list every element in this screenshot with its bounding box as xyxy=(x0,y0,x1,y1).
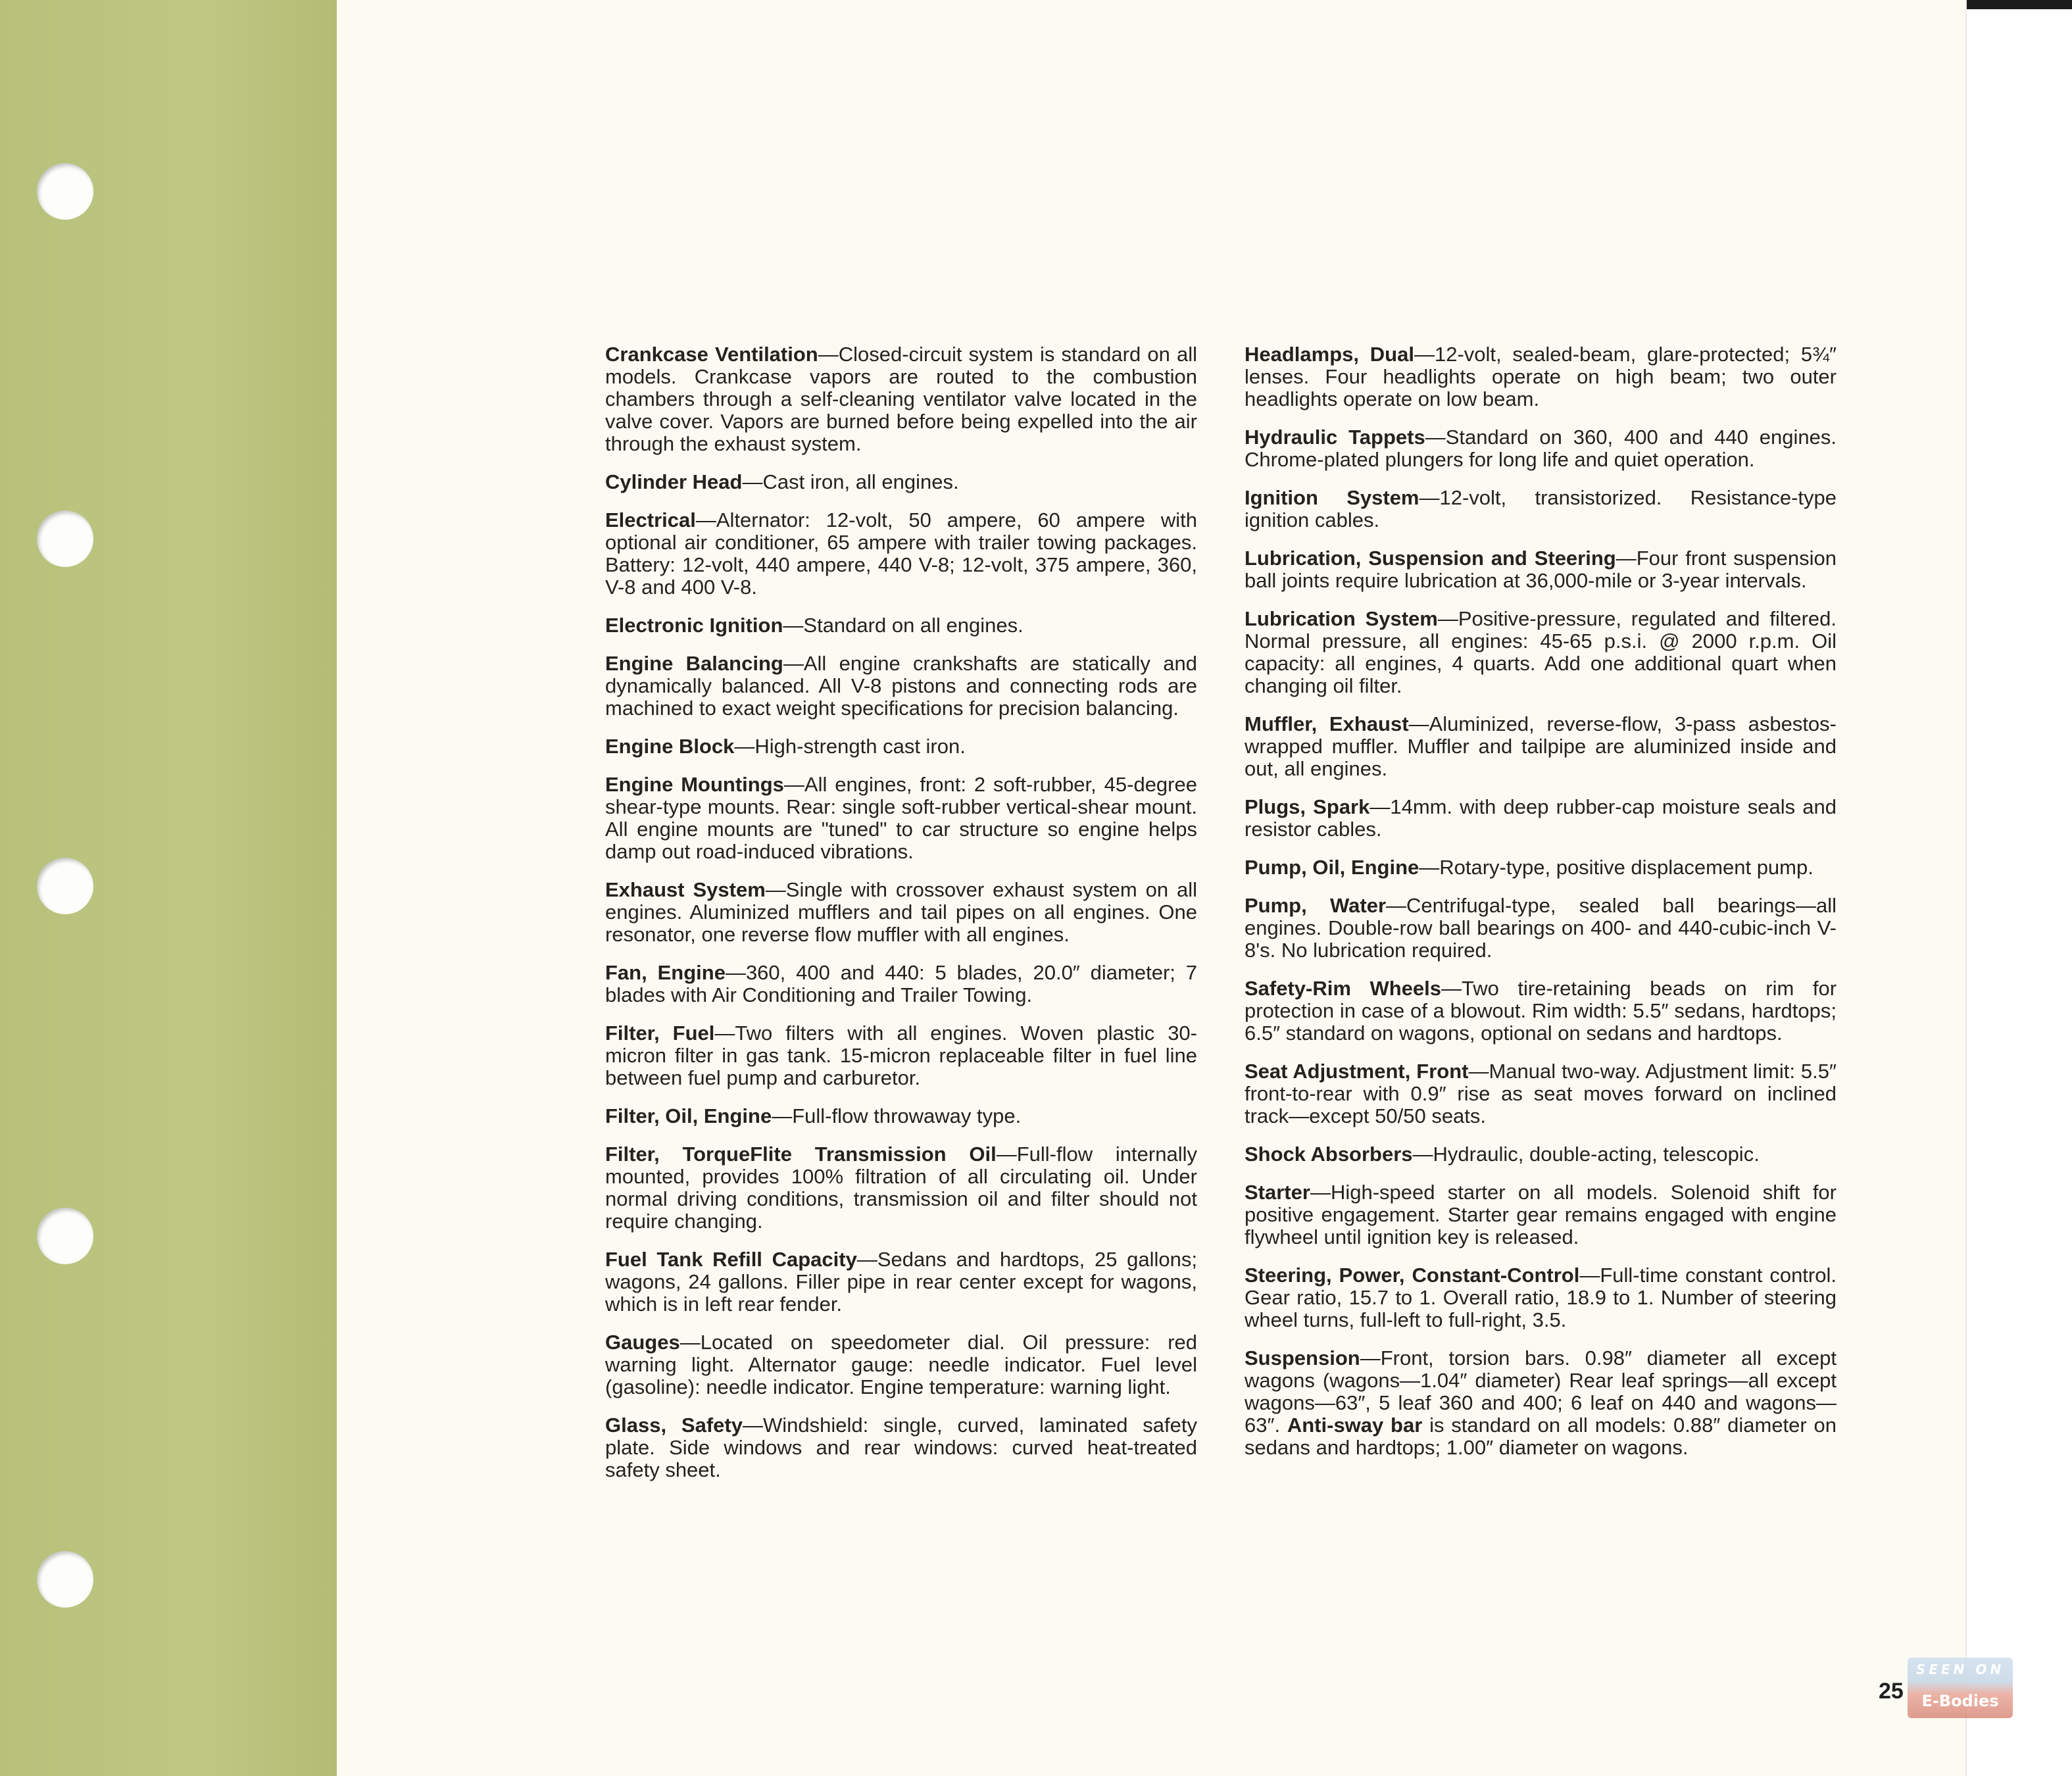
spec-entry xyxy=(605,1022,1197,1089)
spec-term: Lubrication, Suspension and Steering xyxy=(1245,547,1616,570)
spec-term: Steering, Power, Constant-Control xyxy=(1245,1264,1580,1287)
spec-term: Shock Absorbers xyxy=(1245,1143,1413,1166)
spec-entry xyxy=(1245,977,1837,1045)
spec-entry xyxy=(1245,608,1837,697)
spec-description: —Four front suspension ball joints require lubrication at 36,000-mile or 3-year intervals. xyxy=(1245,547,1837,592)
spec-entry xyxy=(1245,713,1837,780)
spec-description: —All engine crankshafts are statically and dynamically balanced. All V-8 pistons and connecting rods are machined to exact weight specifications for precision balancing. xyxy=(605,652,1197,720)
spec-description: —Located on speedometer dial. Oil pressure: red warning light. Alternator gauge: needle indicator. Fuel level (gasoline): needle indicator. Engine temperature: warning light. xyxy=(605,1331,1197,1398)
spec-description: —Two tire-retaining beads on rim for protection in case of a blowout. Rim width: 5.5″ sedans, hardtops; 6.5″ standard on wagons, optional on sedans and hardtops. xyxy=(1245,977,1837,1045)
spec-term: Anti-sway bar xyxy=(1287,1414,1423,1437)
spec-description: —12-volt, transistorized. Resistance-type ignition cables. xyxy=(1245,486,1837,531)
spec-description: —Rotary-type, positive displacement pump. xyxy=(1419,856,1813,879)
spec-term: Suspension xyxy=(1245,1346,1360,1369)
spec-term: Gauges xyxy=(605,1331,680,1354)
spec-entry xyxy=(605,774,1197,863)
spec-entry xyxy=(605,1105,1197,1127)
spec-entry xyxy=(1245,1181,1837,1248)
spec-entry xyxy=(605,1248,1197,1316)
spec-term: Glass, Safety xyxy=(605,1414,743,1437)
spec-entry xyxy=(1245,1347,1837,1459)
spec-term: Filter, TorqueFlite Transmission Oil xyxy=(605,1143,997,1166)
spec-description: —Cast iron, all engines. xyxy=(742,470,959,493)
spec-term: Crankcase Ventilation xyxy=(605,343,818,366)
binding-strip xyxy=(0,0,337,1776)
spec-entry xyxy=(605,1414,1197,1481)
spec-entry xyxy=(605,509,1197,599)
spec-description: —Closed-circuit system is standard on all models. Crankcase vapors are routed to the combustion chambers through a self-cleaning ventilator valve located in the valve cover. Vapors are burned before being expelled into the air through the exhaust system. xyxy=(605,343,1197,455)
spec-term: Plugs, Spark xyxy=(1245,795,1370,818)
spec-description: —Positive-pressure, regulated and filtered. Normal pressure, all engines: 45-65 p.s.i. @ 2000 r.p.m. Oil capacity: all engines, 4 quarts. Add one additional quart when changing oil filter. xyxy=(1245,607,1837,697)
spec-description: —Two filters with all engines. Woven plastic 30-micron filter in gas tank. 15-micron replaceable filter in fuel line between fuel pump and carburetor. xyxy=(605,1022,1197,1089)
spec-entry xyxy=(1245,796,1837,841)
spec-description: —Windshield: single, curved, laminated safety plate. Side windows and rear windows: curved heat-treated safety sheet. xyxy=(605,1414,1198,1481)
spec-term: Pump, Water xyxy=(1245,894,1387,917)
spec-description: —360, 400 and 440: 5 blades, 20.0″ diameter; 7 blades with Air Conditioning and Trailer Towing. xyxy=(605,961,1197,1006)
spec-entry xyxy=(1245,487,1837,531)
spec-description: —Hydraulic, double-acting, telescopic. xyxy=(1412,1143,1760,1166)
spec-entry xyxy=(1245,1060,1837,1127)
spec-entry xyxy=(605,1143,1197,1233)
spec-term: Safety-Rim Wheels xyxy=(1245,977,1442,1000)
punch-hole xyxy=(37,510,93,567)
punch-hole xyxy=(37,858,93,914)
spec-entry xyxy=(1245,1264,1837,1331)
spec-entry xyxy=(1245,895,1837,962)
spec-description: —Centrifugal-type, sealed ball bearings—all engines. Double-row ball bearings on 400- and 440-cubic-inch V-8's. No lubrication required. xyxy=(1245,894,1837,962)
seen-on-e-bodies-logo xyxy=(1908,1658,2013,1718)
spec-entry xyxy=(1245,1143,1837,1166)
spec-term: Ignition System xyxy=(1245,486,1419,509)
punch-hole xyxy=(37,163,93,220)
spec-term: Electrical xyxy=(605,508,696,531)
page-edge-bar xyxy=(1967,0,2072,9)
spec-term: Hydraulic Tappets xyxy=(1245,426,1425,449)
spec-term: Seat Adjustment, Front xyxy=(1245,1060,1469,1083)
spec-description: —14mm. with deep rubber-cap moisture seals and resistor cables. xyxy=(1245,795,1837,841)
spec-entry xyxy=(605,614,1197,637)
adjacent-page-edge xyxy=(1965,0,2072,1776)
page-number: 25 xyxy=(1879,1679,1904,1704)
spec-description: —Alternator: 12-volt, 50 ampere, 60 ampere with optional air conditioner, 65 ampere with trailer towing packages. Battery: 12-volt, 440 ampere, 440 V-8; 12-volt, 375 ampere, 360, V-8 and 400 V-8. xyxy=(605,508,1197,599)
spec-term: Engine Block xyxy=(605,735,735,758)
spec-entry xyxy=(1245,426,1837,471)
spec-entry xyxy=(605,879,1197,946)
spec-entry xyxy=(605,962,1197,1006)
spec-term: Electronic Ignition xyxy=(605,614,783,637)
logo-top-text: SEEN ON xyxy=(1915,1662,2005,1677)
spec-description: —Full-time constant control. Gear ratio, 15.7 to 1. Overall ratio, 18.9 to 1. Number of steering wheel turns, full-left to full-right, 3.5. xyxy=(1245,1264,1837,1331)
spec-entry xyxy=(605,653,1197,720)
right-spec-column xyxy=(1245,343,1837,1475)
spec-term: Pump, Oil, Engine xyxy=(1245,856,1419,879)
spec-description: —Standard on all engines. xyxy=(783,614,1024,637)
spec-entry xyxy=(1245,343,1837,410)
spec-term: Cylinder Head xyxy=(605,470,743,493)
punch-hole xyxy=(37,1208,93,1264)
logo-bottom-text: E-Bodies xyxy=(1921,1692,1999,1710)
spec-description: —Single with crossover exhaust system on all engines. Aluminized mufflers and tail pipes on all engines. One resonator, one reverse flow muffler with all engines. xyxy=(605,878,1197,946)
spec-description: —All engines, front: 2 soft-rubber, 45-degree shear-type mounts. Rear: single soft-rubber vertical-shear mount. All engine mounts are "tuned" to car structure so engine helps damp out road-induced vibrations. xyxy=(605,773,1197,863)
left-spec-column xyxy=(605,343,1197,1497)
spec-term: Filter, Fuel xyxy=(605,1022,715,1045)
spec-term: Muffler, Exhaust xyxy=(1245,712,1409,735)
spec-entry xyxy=(1245,547,1837,592)
spec-description: —High-strength cast iron. xyxy=(734,735,966,758)
spec-term: Engine Balancing xyxy=(605,652,783,675)
spec-term: Exhaust System xyxy=(605,878,766,901)
spec-term: Starter xyxy=(1245,1181,1310,1204)
spec-entry xyxy=(1245,856,1837,879)
spec-description: is standard on all models: 0.88″ diameter on sedans and hardtops; 1.00″ diameter on wagons. xyxy=(1245,1414,1837,1459)
spec-term: Fuel Tank Refill Capacity xyxy=(605,1248,857,1271)
punch-hole xyxy=(37,1551,93,1608)
spec-description: —Sedans and hardtops, 25 gallons; wagons, 24 gallons. Filler pipe in rear center except for wagons, which is in left rear fender. xyxy=(605,1248,1197,1316)
spec-term: Engine Mountings xyxy=(605,773,784,796)
spec-entry xyxy=(605,343,1197,455)
spec-entry xyxy=(605,471,1197,493)
spec-description: —Full-flow internally mounted, provides 100% filtration of all circulating oil. Under normal driving conditions, transmission oil and filter should not require changing. xyxy=(605,1143,1197,1233)
spec-description: —12-volt, sealed-beam, glare-protected; 5¾″ lenses. Four headlights operate on high beam; two outer headlights operate on low beam. xyxy=(1245,343,1837,410)
spec-description: —Front, torsion bars. 0.98″ diameter all except wagons (wagons—1.04″ diameter) Rear leaf springs—all except wagons—63″, 5 leaf 360 and 400; 6 leaf on 440 and wagons—63″. xyxy=(1245,1346,1837,1437)
spec-description: —Aluminized, reverse-flow, 3-pass asbestos-wrapped muffler. Muffler and tailpipe are aluminized inside and out, all engines. xyxy=(1245,712,1837,780)
spec-description: —Manual two-way. Adjustment limit: 5.5″ front-to-rear with 0.9″ rise as seat moves forward on inclined track—except 50/50 seats. xyxy=(1245,1060,1837,1127)
spec-term: Headlamps, Dual xyxy=(1245,343,1414,366)
spec-term: Fan, Engine xyxy=(605,961,726,984)
spec-entry xyxy=(605,1331,1197,1398)
spec-description: —Full-flow throwaway type. xyxy=(772,1104,1022,1127)
spec-description: —High-speed starter on all models. Solenoid shift for positive engagement. Starter gear remains engaged with engine flywheel until ignition key is released. xyxy=(1245,1181,1837,1248)
spec-term: Filter, Oil, Engine xyxy=(605,1104,772,1127)
spec-description: —Standard on 360, 400 and 440 engines. Chrome-plated plungers for long life and quiet operation. xyxy=(1245,426,1837,471)
spec-term: Lubrication System xyxy=(1245,607,1438,630)
spec-entry xyxy=(605,735,1197,758)
